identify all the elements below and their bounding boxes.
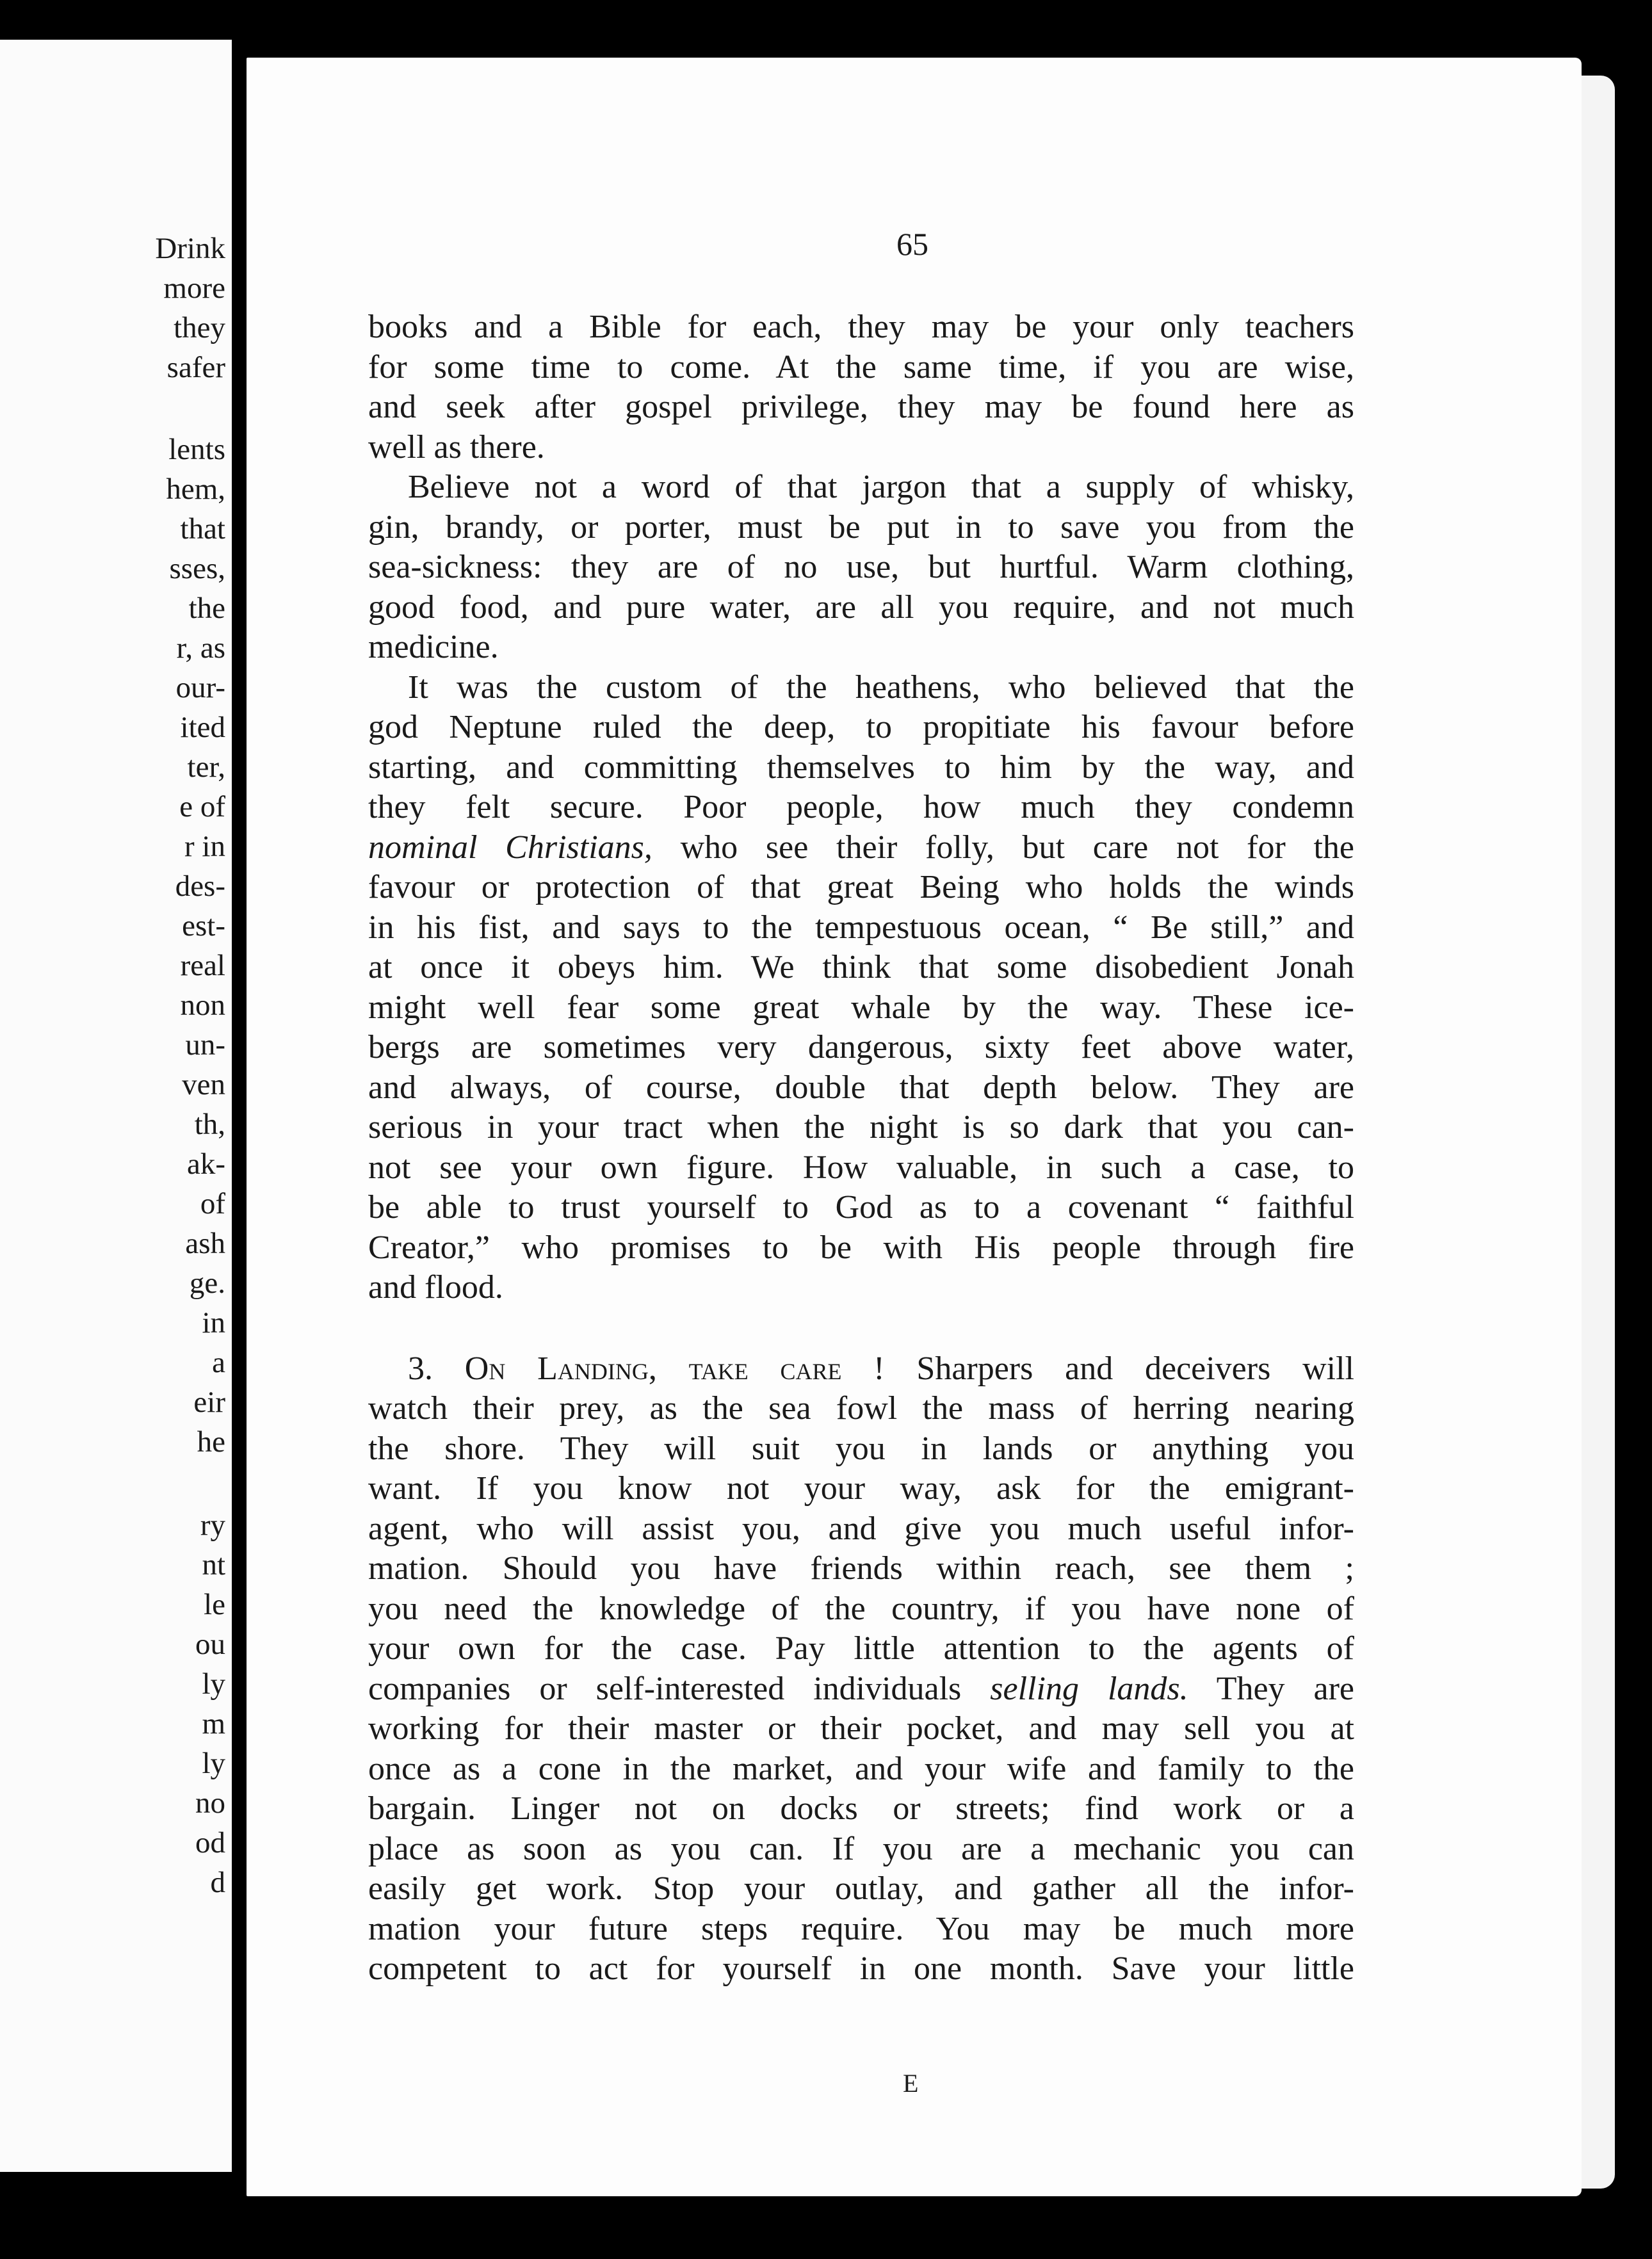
left-page-line: lents	[168, 433, 225, 466]
text-line: medicine.	[368, 629, 499, 665]
left-page-line: eir	[193, 1386, 225, 1419]
text-line: might well fear some great whale by the way. These ice-	[368, 989, 1354, 1026]
text-line: want. If you know not your way, ask for the emigrant-	[368, 1470, 1354, 1507]
left-page-line: ly	[202, 1747, 225, 1780]
left-page-line: more	[163, 271, 225, 305]
left-page-line: sses,	[169, 552, 225, 585]
text-line: your own for the case. Pay little attention to the agents of	[368, 1630, 1354, 1667]
signature-mark: E	[903, 2069, 919, 2098]
left-page-line: ly	[202, 1667, 225, 1701]
section-break	[368, 1308, 1354, 1349]
text-line: place as soon as you can. If you are a mechanic you can	[368, 1830, 1354, 1867]
text-line: well as there.	[368, 428, 545, 466]
text-line: they felt secure. Poor people, how much they condemn	[368, 789, 1354, 825]
section-3	[368, 1349, 1354, 1989]
left-page-line: non	[180, 989, 225, 1022]
text-line: Creator,” who promises to be with His people through fire	[368, 1229, 1354, 1266]
text-line: watch their prey, as the sea fowl the mass of herring nearing	[368, 1390, 1354, 1427]
text-line: mation. Should you have friends within reach, see them ;	[368, 1550, 1354, 1587]
book-page	[247, 58, 1582, 2196]
left-page-line: of	[200, 1187, 225, 1220]
text-line: for some time to come. At the same time, if you are wise,	[368, 348, 1354, 385]
text-line: at once it obeys him. We think that some disobedient Jonah	[368, 949, 1354, 985]
left-page-fragment	[0, 40, 232, 2172]
left-page-line: m	[202, 1707, 225, 1740]
text-line: It was the custom of the heathens, who believed that the	[408, 668, 1354, 706]
text-line: bargain. Linger not on docks or streets; find work or a	[368, 1790, 1354, 1827]
left-page-line: ge.	[189, 1267, 225, 1300]
text-line: bergs are sometimes very dangerous, sixty feet above water,	[368, 1029, 1354, 1065]
left-page-line: ter,	[187, 750, 225, 784]
left-page-line: un-	[185, 1028, 225, 1062]
text-line: the shore. They will suit you in lands or anything you	[368, 1430, 1354, 1467]
left-page-line: ash	[185, 1227, 225, 1260]
text-line: and flood.	[368, 1269, 503, 1306]
left-page-line: no	[195, 1786, 225, 1820]
section-heading: On Landing, take care !	[464, 1350, 885, 1387]
left-page-line: r in	[184, 830, 225, 863]
text-line: serious in your tract when the night is so dark that you can-	[368, 1109, 1354, 1146]
text-line: be able to trust yourself to God as to a covenant “ faithful	[368, 1189, 1354, 1226]
text-line: god Neptune ruled the deep, to propitiate his favour before	[368, 709, 1354, 745]
left-page-line: safer	[166, 351, 225, 384]
text-line: and seek after gospel privilege, they may be found here as	[368, 389, 1354, 425]
text-line: in his fist, and says to the tempestuous ocean, “ Be still,” and	[368, 909, 1354, 946]
left-page-line: he	[197, 1425, 225, 1459]
text-line: you need the knowledge of the country, if you have none of	[368, 1590, 1354, 1627]
left-page-line: in	[202, 1306, 225, 1340]
text-line: favour or protection of that great Being who holds the winds	[368, 869, 1354, 905]
left-page-line: the	[188, 592, 225, 625]
left-page-line: th,	[194, 1108, 225, 1141]
left-page-line: od	[195, 1826, 225, 1859]
paragraph-1	[368, 307, 1354, 467]
text-line: mation your future steps require. You may be much more	[368, 1910, 1354, 1947]
left-page-line: e of	[179, 790, 225, 823]
left-page-line: ak-	[186, 1147, 225, 1181]
page-body	[368, 307, 1354, 1989]
paragraph-3	[368, 668, 1354, 1308]
text-line: good food, and pure water, are all you require, and not much	[368, 588, 1354, 626]
text-line: books and a Bible for each, they may be your only teachers	[368, 309, 1354, 345]
text-line: Believe not a word of that jargon that a supply of whisky,	[408, 469, 1354, 505]
text-line: working for their master or their pocket, and may sell you at	[368, 1710, 1354, 1747]
left-page-line: they	[174, 311, 225, 344]
left-page-line: est-	[182, 909, 225, 943]
section-number: 3.	[408, 1350, 433, 1387]
text-line: competent to act for yourself in one month. Save your little	[368, 1950, 1354, 1987]
left-page-line: real	[180, 949, 225, 982]
left-page-line: le	[204, 1588, 225, 1621]
left-page-line: des-	[175, 870, 225, 903]
left-page-line: our-	[175, 671, 225, 704]
left-page-line: hem,	[166, 473, 225, 506]
text-line: sea-sickness: they are of no use, but hurtful. Warm clothing,	[368, 549, 1354, 585]
left-page-line: Drink	[155, 232, 225, 265]
text-line: agent, who will assist you, and give you much useful infor-	[368, 1510, 1354, 1547]
text-line: nominal Christians, who see their folly, but care not for the	[368, 829, 1355, 866]
section-heading-line: 3. On Landing, take care ! Sharpers and deceivers will	[408, 1350, 1354, 1387]
left-page-line: ou	[195, 1628, 225, 1661]
left-page-line: r, as	[176, 631, 225, 665]
text-line: starting, and committing themselves to him by the way, and	[368, 749, 1354, 786]
text-line: companies or self-interested individuals selling lands. They are	[368, 1670, 1355, 1707]
text-line: easily get work. Stop your outlay, and gather all the infor-	[368, 1870, 1354, 1907]
left-page-line: ry	[200, 1509, 225, 1542]
text-line: and always, of course, double that depth below. They are	[368, 1069, 1354, 1106]
text-line: not see your own figure. How valuable, in such a case, to	[368, 1149, 1354, 1186]
paragraph-2	[368, 467, 1354, 668]
left-page-line: ven	[182, 1068, 225, 1101]
text-line: gin, brandy, or porter, must be put in to save you from the	[368, 508, 1354, 546]
text-line: once as a cone in the market, and your wife and family to the	[368, 1750, 1354, 1787]
left-page-line: a	[212, 1346, 225, 1379]
left-page-line: ited	[180, 711, 225, 744]
italic-phrase: nominal Christians,	[368, 829, 652, 866]
left-page-line: that	[180, 512, 225, 546]
left-page-line: nt	[202, 1548, 225, 1582]
page-number: 65	[896, 226, 928, 262]
italic-phrase: selling lands.	[990, 1670, 1188, 1707]
left-page-line: d	[210, 1866, 225, 1899]
